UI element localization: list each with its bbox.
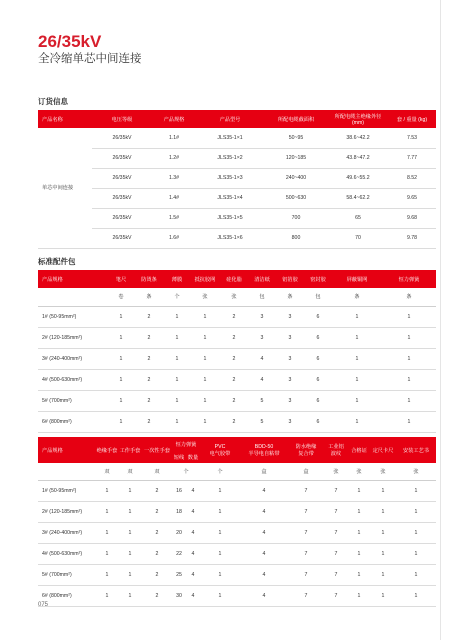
parts2-cell: 2 (142, 543, 172, 564)
parts2-subheader-cell: 数量 (186, 451, 200, 463)
unit-cell: 张 (324, 463, 348, 480)
parts2-cell: 2 (142, 480, 172, 501)
parts2-cell: 7 (324, 522, 348, 543)
parts2-subheader-cell: 短线 (172, 451, 186, 463)
order-cell: 1.3# (152, 168, 196, 188)
parts1-cell: 2 (220, 327, 248, 348)
parts1-header-cell: 薄膜 (164, 270, 190, 288)
parts2-row (38, 522, 436, 543)
parts2-cell: 2# (120-185mm²) (38, 501, 96, 522)
parts1-cell: 1 (382, 306, 436, 327)
order-cell: 120~185 (264, 148, 328, 168)
parts1-cell: 3 (276, 411, 304, 432)
parts2-cell: 1 (348, 501, 370, 522)
parts2-cell: 1 (396, 501, 436, 522)
parts2-cell: 4 (186, 564, 200, 585)
parts1-cell: 1 (332, 327, 382, 348)
order-cell: JLS35-1×1 (196, 128, 264, 148)
parts1-cell: 1 (190, 348, 220, 369)
order-cell: JLS35-1×2 (196, 148, 264, 168)
order-row (38, 168, 436, 188)
parts2-cell: 7 (288, 501, 324, 522)
order-cell: 9.68 (388, 208, 436, 228)
parts2-row (38, 480, 436, 501)
parts2-header-cell: 安装工艺书 (396, 437, 436, 463)
order-cell: 38.6~42.2 (328, 128, 388, 148)
parts1-cell: 1 (164, 327, 190, 348)
parts2-header-cell: BDD-50 半导电自粘带 (240, 437, 288, 463)
parts1-cell: 1 (164, 306, 190, 327)
order-cell: 8.52 (388, 168, 436, 188)
order-header-cell: 产品型号 (196, 110, 264, 128)
order-cell: 500~630 (264, 188, 328, 208)
parts1-cell: 3 (276, 348, 304, 369)
parts1-cell: 1 (382, 369, 436, 390)
parts1-cell: 5 (248, 411, 276, 432)
parts2-cell: 1 (200, 585, 240, 606)
parts2-cell: 1 (370, 564, 396, 585)
parts2-header-cell: 定尺卡尺 (370, 437, 396, 463)
parts2-cell: 1 (118, 543, 142, 564)
parts2-cell: 2 (142, 522, 172, 543)
parts2-cell: 1 (348, 543, 370, 564)
parts2-cell: 7 (288, 585, 324, 606)
parts2-cell: 1 (370, 585, 396, 606)
parts2-row (38, 585, 436, 606)
parts1-header-cell: 恒力弹簧 (382, 270, 436, 288)
order-header-cell: 产品名称 (38, 110, 92, 128)
product-name-cell: 单芯中间连接 (38, 128, 92, 248)
parts1-cell: 1 (108, 327, 134, 348)
parts2-cell: 7 (324, 501, 348, 522)
parts2-cell: 6# (800mm²) (38, 585, 96, 606)
parts2-cell: 1 (96, 543, 118, 564)
parts2-cell: 1 (396, 564, 436, 585)
parts1-cell: 1# (50-95mm²) (38, 306, 108, 327)
parts2-cell: 7 (324, 585, 348, 606)
parts1-cell: 3 (276, 306, 304, 327)
parts2-cell: 1 (96, 480, 118, 501)
parts2-cell: 1 (200, 480, 240, 501)
order-cell: 1.5# (152, 208, 196, 228)
parts2-row (38, 501, 436, 522)
order-cell: 800 (264, 228, 328, 248)
parts1-cell: 1 (190, 411, 220, 432)
parts1-cell: 6 (304, 390, 332, 411)
parts2-cell: 1 (348, 585, 370, 606)
parts1-cell: 5# (700mm²) (38, 390, 108, 411)
parts1-cell: 1 (108, 306, 134, 327)
parts-table-2 (38, 437, 436, 607)
parts2-cell: 1 (396, 543, 436, 564)
parts1-cell: 6 (304, 327, 332, 348)
parts2-cell: 4 (186, 480, 200, 501)
unit-cell: 条 (134, 288, 164, 306)
parts2-cell: 2 (142, 564, 172, 585)
order-header-cell: 电压等级 (92, 110, 152, 128)
parts2-header-cell: 工业铝 波纹 (324, 437, 348, 463)
order-row (38, 228, 436, 248)
parts2-cell: 20 (172, 522, 186, 543)
order-row (38, 128, 436, 148)
parts1-cell: 3 (276, 327, 304, 348)
parts2-cell: 7 (288, 543, 324, 564)
parts1-cell: 1 (190, 327, 220, 348)
order-cell: 26/35kV (92, 228, 152, 248)
parts2-header-cell: 产品规格 (38, 437, 96, 463)
parts1-cell: 2 (220, 390, 248, 411)
order-cell: JLS35-1×6 (196, 228, 264, 248)
parts1-cell: 3 (248, 306, 276, 327)
parts1-cell: 2 (220, 306, 248, 327)
order-cell: 58.4~62.2 (328, 188, 388, 208)
unit-cell: 条 (382, 288, 436, 306)
parts1-cell: 1 (108, 390, 134, 411)
parts2-cell: 5# (700mm²) (38, 564, 96, 585)
parts2-cell: 7 (324, 480, 348, 501)
parts2-cell: 1 (96, 564, 118, 585)
section-title-order: 订货信息 (38, 97, 68, 106)
parts2-header-cell: PVC 电气胶带 (200, 437, 240, 463)
parts2-cell: 1 (348, 480, 370, 501)
parts1-cell: 2 (220, 369, 248, 390)
order-row (38, 148, 436, 168)
parts1-cell: 3 (248, 327, 276, 348)
parts1-cell: 6 (304, 369, 332, 390)
parts1-cell: 2 (220, 348, 248, 369)
parts1-cell: 2 (134, 306, 164, 327)
unit-cell: 个 (164, 288, 190, 306)
parts1-cell: 1 (108, 369, 134, 390)
unit-cell: 张 (370, 463, 396, 480)
unit-cell: 盒 (240, 463, 288, 480)
parts1-cell: 1 (164, 369, 190, 390)
unit-cell: 包 (248, 288, 276, 306)
parts1-row (38, 327, 436, 348)
parts2-row (38, 543, 436, 564)
unit-cell: 张 (220, 288, 248, 306)
parts2-cell: 4 (186, 501, 200, 522)
parts1-cell: 1 (382, 411, 436, 432)
unit-cell: 双 (96, 463, 118, 480)
parts1-cell: 2 (134, 411, 164, 432)
parts1-cell: 6 (304, 306, 332, 327)
parts1-cell: 6# (800mm²) (38, 411, 108, 432)
order-cell: 26/35kV (92, 148, 152, 168)
section-title-parts: 标准配件包 (38, 257, 76, 266)
parts2-cell: 1 (348, 564, 370, 585)
unit-cell: 张 (396, 463, 436, 480)
order-cell: 9.78 (388, 228, 436, 248)
parts1-header-cell: 铝箔胶 (276, 270, 304, 288)
parts1-cell: 2 (134, 390, 164, 411)
parts2-cell: 2 (142, 501, 172, 522)
parts1-cell: 1 (190, 369, 220, 390)
parts1-cell: 1 (164, 390, 190, 411)
parts1-cell: 4 (248, 369, 276, 390)
parts2-cell: 30 (172, 585, 186, 606)
parts2-cell: 4 (240, 480, 288, 501)
parts1-row (38, 369, 436, 390)
parts1-header-cell: 抵抗胶网 (190, 270, 220, 288)
parts2-header-cell: 一次性手套 (142, 437, 172, 463)
parts2-cell: 3# (240-400mm²) (38, 522, 96, 543)
order-row (38, 188, 436, 208)
parts1-header-cell: 产品规格 (38, 270, 108, 288)
parts1-row (38, 306, 436, 327)
order-cell: 1.4# (152, 188, 196, 208)
order-cell: 70 (328, 228, 388, 248)
page-title: 26/35kV (38, 32, 102, 51)
parts2-cell: 1 (200, 501, 240, 522)
parts1-cell: 3# (240-400mm²) (38, 348, 108, 369)
unit-cell: 张 (190, 288, 220, 306)
parts2-cell: 1 (96, 585, 118, 606)
parts1-row (38, 348, 436, 369)
page-edge-rule (440, 0, 441, 640)
parts1-cell: 1 (108, 348, 134, 369)
parts-table-1 (38, 270, 436, 433)
parts2-cell: 1 (200, 522, 240, 543)
unit-cell (38, 288, 108, 306)
parts2-cell: 7 (324, 564, 348, 585)
order-cell: 65 (328, 208, 388, 228)
parts1-cell: 6 (304, 411, 332, 432)
unit-cell: 条 (276, 288, 304, 306)
parts2-cell: 4 (240, 564, 288, 585)
order-header-cell: 套 / 重量 (kg) (388, 110, 436, 128)
parts1-cell: 1 (190, 306, 220, 327)
parts2-cell: 1 (200, 564, 240, 585)
parts1-cell: 1 (332, 348, 382, 369)
parts1-cell: 1 (108, 411, 134, 432)
order-cell: 700 (264, 208, 328, 228)
parts1-cell: 2 (134, 348, 164, 369)
parts1-cell: 2 (220, 411, 248, 432)
order-cell: 1.2# (152, 148, 196, 168)
parts2-cell: 7 (288, 480, 324, 501)
parts1-cell: 1 (332, 306, 382, 327)
parts2-cell: 4 (186, 522, 200, 543)
parts2-header-cell: 恒力弹簧 (172, 437, 200, 451)
parts2-cell: 4 (186, 585, 200, 606)
parts1-cell: 1 (164, 348, 190, 369)
parts1-cell: 4 (248, 348, 276, 369)
order-cell: 26/35kV (92, 188, 152, 208)
order-cell: 43.8~47.2 (328, 148, 388, 168)
parts2-header-cell: 合格证 (348, 437, 370, 463)
parts2-cell: 1 (348, 522, 370, 543)
parts2-cell: 1 (118, 501, 142, 522)
parts1-header-cell: 防烫条 (134, 270, 164, 288)
parts1-cell: 1 (382, 348, 436, 369)
parts2-cell: 1 (118, 522, 142, 543)
parts1-cell: 1 (190, 390, 220, 411)
parts2-cell: 1 (96, 501, 118, 522)
parts2-cell: 1 (396, 585, 436, 606)
parts2-header-cell: 工作手套 (118, 437, 142, 463)
order-cell: JLS35-1×3 (196, 168, 264, 188)
order-cell: 7.77 (388, 148, 436, 168)
order-cell: 240~400 (264, 168, 328, 188)
parts1-header-cell: 屏蔽铜网 (332, 270, 382, 288)
parts1-cell: 1 (382, 390, 436, 411)
parts2-cell: 22 (172, 543, 186, 564)
unit-cell: 个 (200, 463, 240, 480)
unit-cell: 双 (142, 463, 172, 480)
parts1-cell: 4# (500-630mm²) (38, 369, 108, 390)
parts2-header-cell: 防水绝缘 复合带 (288, 437, 324, 463)
parts2-cell: 25 (172, 564, 186, 585)
parts2-cell: 4 (240, 543, 288, 564)
parts2-cell: 7 (288, 564, 324, 585)
unit-cell: 包 (304, 288, 332, 306)
parts1-cell: 1 (164, 411, 190, 432)
parts1-cell: 1 (332, 411, 382, 432)
order-header-cell: 所配电缆截面积 (264, 110, 328, 128)
parts1-cell: 6 (304, 348, 332, 369)
parts1-cell: 1 (332, 369, 382, 390)
order-cell: 7.53 (388, 128, 436, 148)
parts2-cell: 1 (396, 480, 436, 501)
parts2-cell: 4 (240, 585, 288, 606)
unit-cell: 个 (172, 463, 200, 480)
parts2-cell: 4# (500-630mm²) (38, 543, 96, 564)
order-cell: JLS35-1×4 (196, 188, 264, 208)
parts1-header-cell: 清洁纸 (248, 270, 276, 288)
order-header-cell: 所配电缆主绝缘外径 (mm) (328, 110, 388, 128)
parts2-cell: 1 (96, 522, 118, 543)
parts1-cell: 2 (134, 369, 164, 390)
parts1-cell: 1 (382, 327, 436, 348)
parts2-cell: 1 (118, 585, 142, 606)
order-cell: 1.6# (152, 228, 196, 248)
parts1-cell: 2# (120-185mm²) (38, 327, 108, 348)
parts1-cell: 3 (276, 390, 304, 411)
parts2-unit-row (38, 463, 436, 480)
parts2-cell: 18 (172, 501, 186, 522)
parts2-cell: 1 (118, 564, 142, 585)
order-cell: 1.1# (152, 128, 196, 148)
parts2-cell: 1# (50-95mm²) (38, 480, 96, 501)
page-number: 075 (38, 602, 49, 608)
unit-cell: 卷 (108, 288, 134, 306)
parts1-row (38, 411, 436, 432)
order-header-cell: 产品规格 (152, 110, 196, 128)
parts2-header-cell: 绝缘手套 (96, 437, 118, 463)
order-cell: 9.65 (388, 188, 436, 208)
parts1-header-cell: 笔尺 (108, 270, 134, 288)
parts2-row (38, 564, 436, 585)
parts1-cell: 1 (332, 390, 382, 411)
parts2-cell: 1 (370, 522, 396, 543)
parts1-unit-row (38, 288, 436, 306)
order-cell: 26/35kV (92, 128, 152, 148)
unit-cell: 盒 (288, 463, 324, 480)
parts2-cell: 1 (370, 543, 396, 564)
parts1-row (38, 390, 436, 411)
parts2-cell: 4 (240, 501, 288, 522)
unit-cell: 双 (118, 463, 142, 480)
unit-cell: 张 (348, 463, 370, 480)
order-cell: 49.6~55.2 (328, 168, 388, 188)
order-table (38, 110, 436, 249)
parts1-cell: 5 (248, 390, 276, 411)
unit-cell (38, 463, 96, 480)
parts2-cell: 1 (118, 480, 142, 501)
parts2-cell: 7 (288, 522, 324, 543)
parts2-cell: 1 (200, 543, 240, 564)
order-row (38, 208, 436, 228)
parts2-cell: 2 (142, 585, 172, 606)
parts1-cell: 2 (134, 327, 164, 348)
order-cell: 50~95 (264, 128, 328, 148)
page-subtitle: 全冷缩单芯中间连接 (38, 53, 142, 65)
parts1-cell: 3 (276, 369, 304, 390)
parts2-cell: 16 (172, 480, 186, 501)
parts1-header-cell: 硅化脂 (220, 270, 248, 288)
unit-cell: 条 (332, 288, 382, 306)
parts2-cell: 1 (370, 480, 396, 501)
order-cell: 26/35kV (92, 168, 152, 188)
parts2-cell: 4 (186, 543, 200, 564)
parts2-cell: 1 (396, 522, 436, 543)
parts1-header-cell: 密封胶 (304, 270, 332, 288)
order-cell: JLS35-1×5 (196, 208, 264, 228)
order-cell: 26/35kV (92, 208, 152, 228)
parts2-cell: 7 (324, 543, 348, 564)
parts2-cell: 1 (370, 501, 396, 522)
parts2-cell: 4 (240, 522, 288, 543)
